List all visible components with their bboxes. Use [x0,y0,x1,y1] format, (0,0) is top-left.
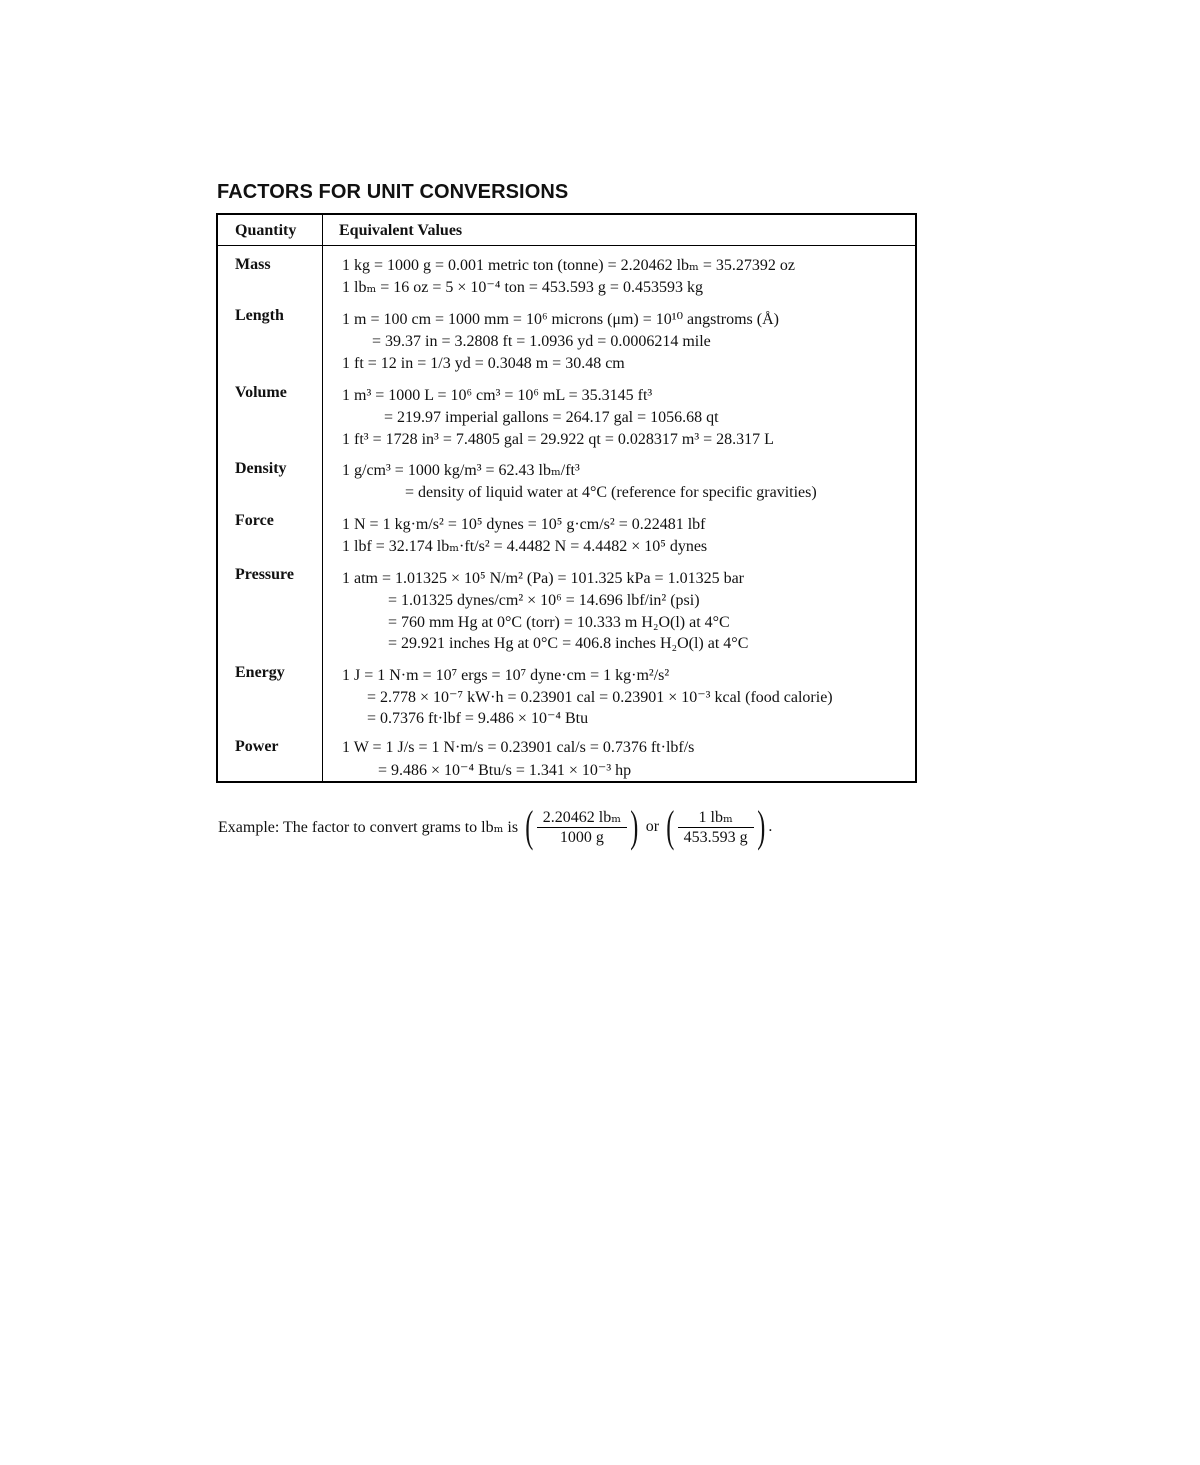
mass-line-1: 1 kg = 1000 g = 0.001 metric ton (tonne) = 2.20462 lbₘ = 35.27392 oz [342,257,795,274]
density-line-1: 1 g/cm³ = 1000 kg/m³ = 62.43 lbₘ/ft³ [342,462,580,479]
force-line-2: 1 lbf = 32.174 lbₘ·ft/s² = 4.4482 N = 4.4482 × 10⁵ dynes [342,538,708,555]
power-line-1: 1 W = 1 J/s = 1 N·m/s = 0.23901 cal/s = 0.7376 ft·lbf/s [342,739,695,756]
force-line-1: 1 N = 1 kg·m/s² = 10⁵ dynes = 10⁵ g·cm/s² = 0.22481 lbf [342,516,706,533]
row-label-energy: Energy [235,664,285,681]
header-equivalent-values: Equivalent Values [339,222,463,239]
fraction-1-denominator: 1000 g [559,828,604,846]
mass-line-2: 1 lbₘ = 16 oz = 5 × 10⁻⁴ ton = 453.593 g = 0.453593 kg [342,279,703,296]
header-divider [218,245,915,246]
close-paren: ) [630,802,639,851]
energy-line-2: = 2.778 × 10⁻⁷ kW·h = 0.23901 cal = 0.23901 × 10⁻³ kcal (food calorie) [367,689,833,706]
power-line-2: = 9.486 × 10⁻⁴ Btu/s = 1.341 × 10⁻³ hp [378,762,632,779]
row-label-length: Length [235,307,284,324]
example-note [218,802,773,851]
length-line-1: 1 m = 100 cm = 1000 mm = 10⁶ microns (μm) = 10¹⁰ angstroms (Å) [342,311,779,328]
fraction-2-denominator: 453.593 g [683,828,748,846]
example-prefix: Example: The factor to convert grams to lbₘ is [218,819,519,836]
length-line-2: = 39.37 in = 3.2808 ft = 1.0936 yd = 0.0006214 mile [372,333,711,350]
page-title: FACTORS FOR UNIT CONVERSIONS [217,181,569,203]
open-paren: ( [666,802,675,851]
density-line-2: = density of liquid water at 4°C (reference for specific gravities) [405,484,817,501]
column-divider [322,215,323,781]
row-label-mass: Mass [235,256,271,273]
pressure-line-4: = 29.921 inches Hg at 0°C = 406.8 inches H₂O(l) at 4°C [388,635,749,652]
pressure-line-1: 1 atm = 1.01325 × 10⁵ N/m² (Pa) = 101.325 kPa = 1.01325 bar [342,570,744,587]
row-label-pressure: Pressure [235,566,294,583]
example-suffix: . [768,818,773,835]
header-quantity: Quantity [235,222,297,239]
conversion-table [216,213,917,783]
volume-line-3: 1 ft³ = 1728 in³ = 7.4805 gal = 29.922 qt = 0.028317 m³ = 28.317 L [342,431,774,448]
volume-line-1: 1 m³ = 1000 L = 10⁶ cm³ = 10⁶ mL = 35.3145 ft³ [342,387,653,404]
fraction-2 [678,808,754,847]
energy-line-1: 1 J = 1 N·m = 10⁷ ergs = 10⁷ dyne·cm = 1 kg·m²/s² [342,667,670,684]
row-label-density: Density [235,460,287,477]
length-line-3: 1 ft = 12 in = 1/3 yd = 0.3048 m = 30.48 cm [342,355,625,372]
pressure-line-2: = 1.01325 dynes/cm² × 10⁶ = 14.696 lbf/in² (psi) [388,592,700,609]
energy-line-3: = 0.7376 ft·lbf = 9.486 × 10⁻⁴ Btu [367,710,589,727]
pressure-line-3: = 760 mm Hg at 0°C (torr) = 10.333 m H₂O(l) at 4°C [388,614,730,631]
fraction-1 [537,808,627,847]
row-label-power: Power [235,738,279,755]
close-paren: ) [756,802,766,851]
fraction-1-numerator: 2.20462 lbₘ [537,808,627,828]
row-label-volume: Volume [235,384,287,401]
example-or: or [645,818,660,835]
volume-line-2: = 219.97 imperial gallons = 264.17 gal = 1056.68 qt [384,409,719,426]
fraction-2-numerator: 1 lbₘ [678,808,754,828]
row-label-force: Force [235,512,274,529]
open-paren: ( [525,802,534,851]
